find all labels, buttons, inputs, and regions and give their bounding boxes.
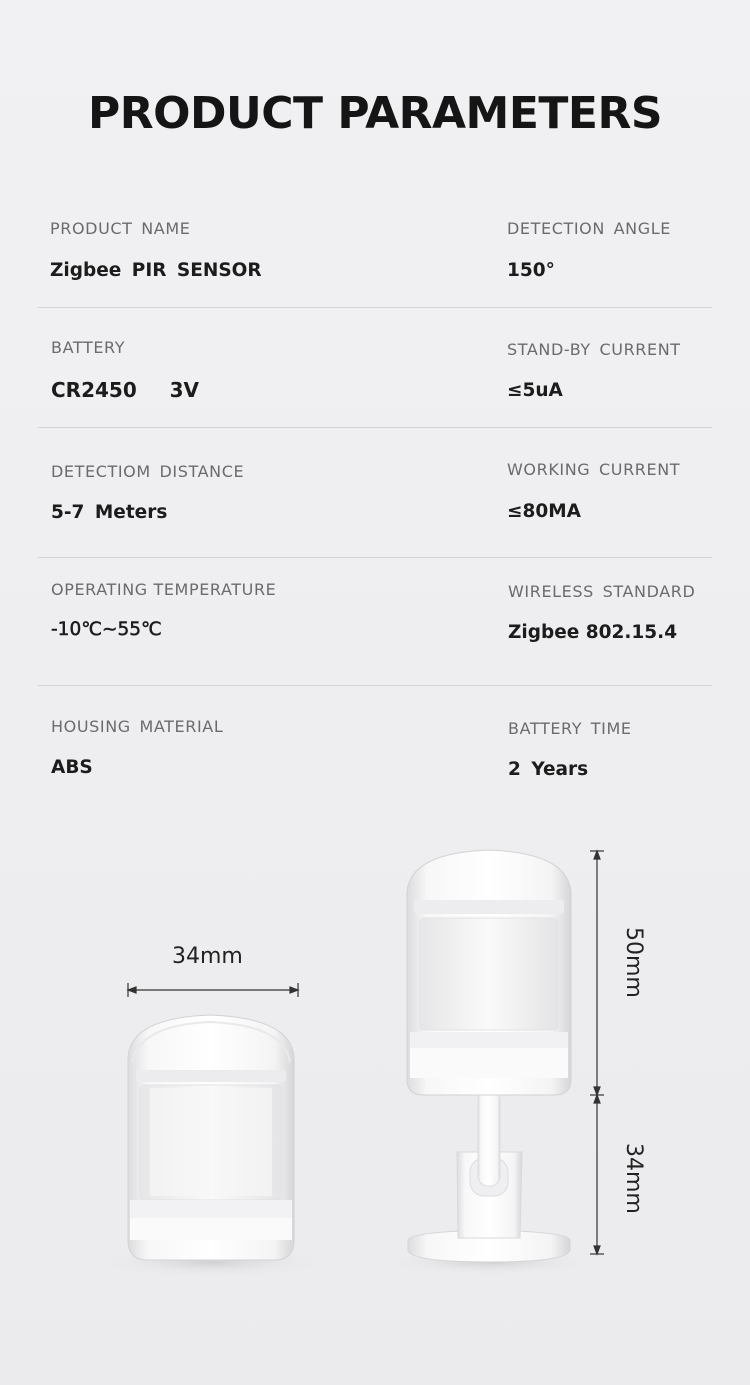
param-value: ≤80MA (507, 501, 581, 522)
param-label: DETECTIOM DISTANCE (51, 462, 245, 481)
param-value: 5-7 Meters (51, 502, 168, 523)
sensor-height-label: 50mm (621, 927, 646, 998)
param-label: WIRELESS STANDARD (508, 582, 696, 601)
param-label: OPERATING TEMPERATURE (51, 580, 277, 599)
width-dimension-label: 34mm (172, 944, 243, 969)
param-value: -10℃~55℃ (51, 619, 162, 640)
height-dimension-line (590, 851, 604, 1254)
param-value: ≤5uA (507, 380, 563, 401)
param-value: CR2450 3V (51, 378, 200, 402)
param-label: STAND-BY CURRENT (507, 340, 681, 359)
param-label: BATTERY TIME (508, 719, 632, 738)
param-label: PRODUCT NAME (50, 219, 191, 238)
param-value: 150° (507, 260, 555, 281)
param-label: BATTERY (51, 338, 126, 357)
sensor-side-view (390, 850, 590, 1274)
page-title: PRODUCT PARAMETERS (87, 88, 663, 139)
param-value: ABS (51, 757, 93, 778)
sensor-front-view (102, 1015, 322, 1276)
param-value: Zigbee PIR SENSOR (50, 260, 262, 281)
stand-height-label: 34mm (621, 1143, 646, 1214)
param-label: HOUSING MATERIAL (51, 717, 224, 736)
width-dimension-line (128, 983, 298, 997)
param-label: WORKING CURRENT (507, 460, 681, 479)
param-value: 2 Years (508, 759, 589, 780)
param-label: DETECTION ANGLE (507, 219, 671, 238)
param-value: Zigbee 802.15.4 (508, 622, 678, 643)
